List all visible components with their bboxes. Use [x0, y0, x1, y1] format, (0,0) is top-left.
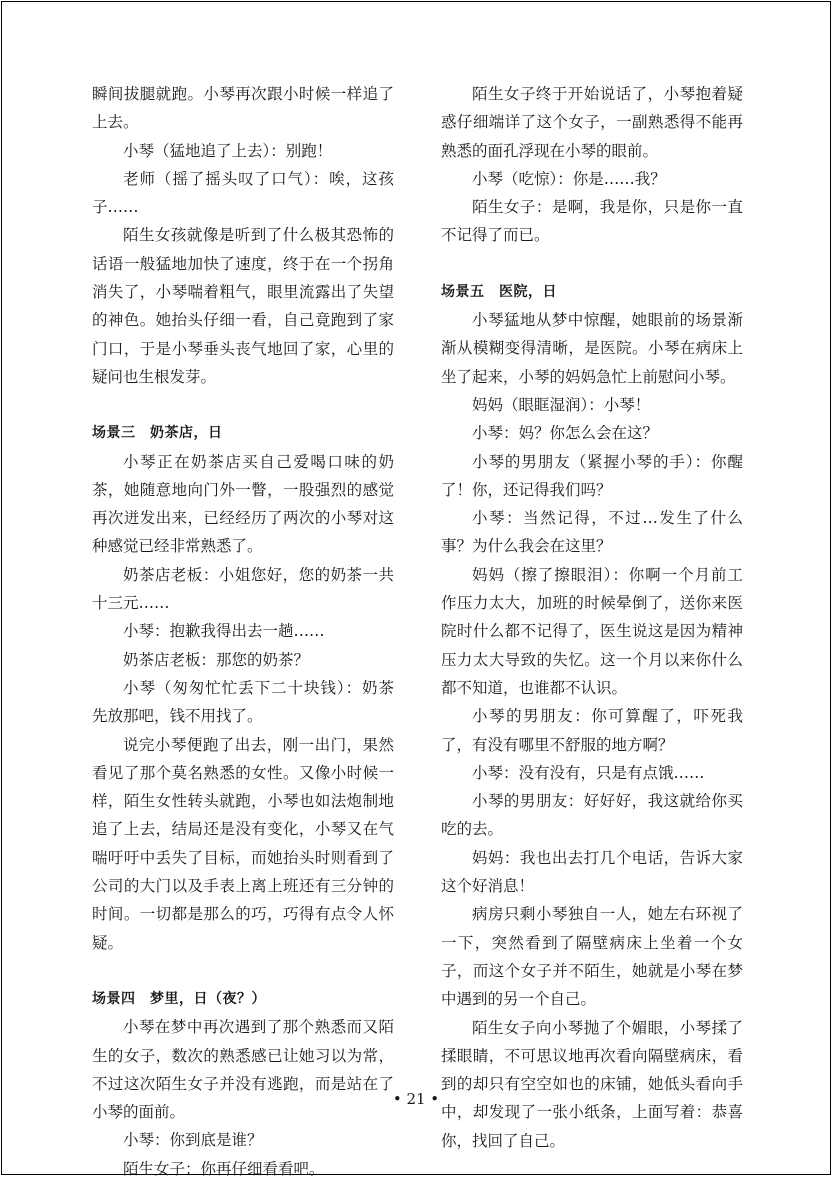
- right-column: [441, 80, 743, 1155]
- dialogue-line: 奶茶店老板：那您的奶茶？: [123, 650, 310, 669]
- paragraph: 小琴正在奶茶店买自己爱喝口味的奶茶，她随意地向门外一瞥，一股强烈的感觉再次迸发出来，已经经历了两次的小琴对这种感觉已经非常熟悉了。: [92, 452, 394, 556]
- dialogue-line: 小琴（匆匆忙忙丢下二十块钱）：奶茶先放那吧，钱不用找了。: [92, 678, 394, 726]
- dialogue-line: 小琴：没有没有，只是有点饿……: [472, 763, 705, 782]
- page-number: • 21 •: [392, 1090, 440, 1108]
- dialogue-line: 陌生女子：你再仔细看看吧。: [123, 1159, 325, 1178]
- dialogue-line: 妈妈（擦了擦眼泪）：你啊一个月前工作压力太大，加班的时候晕倒了，送你来医院时什么都不记得了，医生说这是因为精神压力太大导致的失忆。这一个月以来你什么都不知道，也谁都不认识。: [441, 565, 743, 697]
- paragraph: 小琴猛地从梦中惊醒，她眼前的场景渐渐从模糊变得清晰，是医院。小琴在病床上坐了起来，小琴的妈妈急忙上前慰问小琴。: [441, 311, 743, 386]
- dialogue-line: 小琴：当然记得，不过…发生了什么事？为什么我会在这里？: [441, 509, 743, 556]
- dialogue-line: 奶茶店老板：小姐您好，您的奶茶一共十三元……: [92, 565, 394, 613]
- paragraph: 小琴在梦中再次遇到了那个熟悉而又陌生的女子，数次的熟悉感已让她习以为常，不过这次陌生女子并没有逃跑，而是站在了小琴的面前。: [92, 1018, 394, 1122]
- dialogue-line: 小琴：你到底是谁？: [123, 1131, 263, 1150]
- dialogue-line: 小琴（猛地追了上去）：别跑！: [123, 141, 333, 160]
- dialogue-line: 妈妈：我也出去打几个电话，告诉大家这个好消息！: [441, 848, 743, 896]
- left-column: [92, 80, 394, 1183]
- dialogue-line: 陌生女子：是啊，我是你，只是你一直不记得了而已。: [441, 198, 743, 245]
- dialogue-line: 小琴的男朋友：好好好，我这就给你买吃的去。: [441, 792, 743, 839]
- dialogue-line: 小琴（吃惊）：你是……我？: [472, 169, 666, 188]
- dialogue-line: 小琴：抱歉我得出去一趟……: [123, 622, 325, 641]
- dialogue-line: 小琴：妈？你怎么会在这？: [472, 424, 659, 443]
- scene-heading: 场景五 医院，日: [441, 283, 557, 300]
- paragraph: 陌生女子向小琴抛了个媚眼，小琴揉了揉眼睛，不可思议地再次看向隔壁病床，看到的却只有空空如也的床铺，她低头看向手中，却发现了一张小纸条，上面写着：恭喜你，找回了自己。: [441, 1018, 743, 1150]
- dialogue-line: 老师（摇了摇头叹了口气）：唉，这孩子……: [92, 169, 394, 217]
- paragraph: 瞬间拔腿就跑。小琴再次跟小时候一样追了上去。: [92, 85, 394, 132]
- paragraph: 陌生女子终于开始说话了，小琴抱着疑惑仔细端详了这个女子，一副熟悉得不能再熟悉的面孔浮现在小琴的眼前。: [441, 85, 743, 160]
- paragraph: 陌生女孩就像是听到了什么极其恐怖的话语一般猛地加快了速度，终于在一个拐角消失了，小琴喘着粗气，眼里流露出了失望的神色。她抬头仔细一看，自己竟跑到了家门口，于是小琴垂头丧气地回了家，心里的疑问也生根发芽。: [92, 226, 394, 386]
- paragraph: 说完小琴便跑了出去，刚一出门，果然看见了那个莫名熟悉的女性。又像小时候一样，陌生女性转头就跑，小琴也如法炮制地追了上去，结局还是没有变化，小琴又在气喘吁吁中丢失了目标，而她抬头时则看到了公司的大门以及手表上离上班还有三分钟的时间。一切都是那么的巧，巧得有点令人怀疑。: [92, 735, 394, 952]
- paragraph: 病房只剩小琴独自一人，她左右环视了一下，突然看到了隔壁病床上坐着一个女子，而这个女子并不陌生，她就是小琴在梦中遇到的另一个自己。: [441, 905, 743, 1009]
- dialogue-line: 妈妈（眼眶湿润）：小琴！: [472, 395, 651, 414]
- dialogue-line: 小琴的男朋友：你可算醒了，吓死我了，有没有哪里不舒服的地方啊？: [441, 707, 743, 754]
- dialogue-line: 小琴的男朋友（紧握小琴的手）：你醒了！你，还记得我们吗？: [441, 452, 743, 499]
- scene-heading: 场景四 梦里，日（夜？）: [92, 990, 266, 1007]
- scene-heading: 场景三 奶茶店，日: [92, 425, 223, 442]
